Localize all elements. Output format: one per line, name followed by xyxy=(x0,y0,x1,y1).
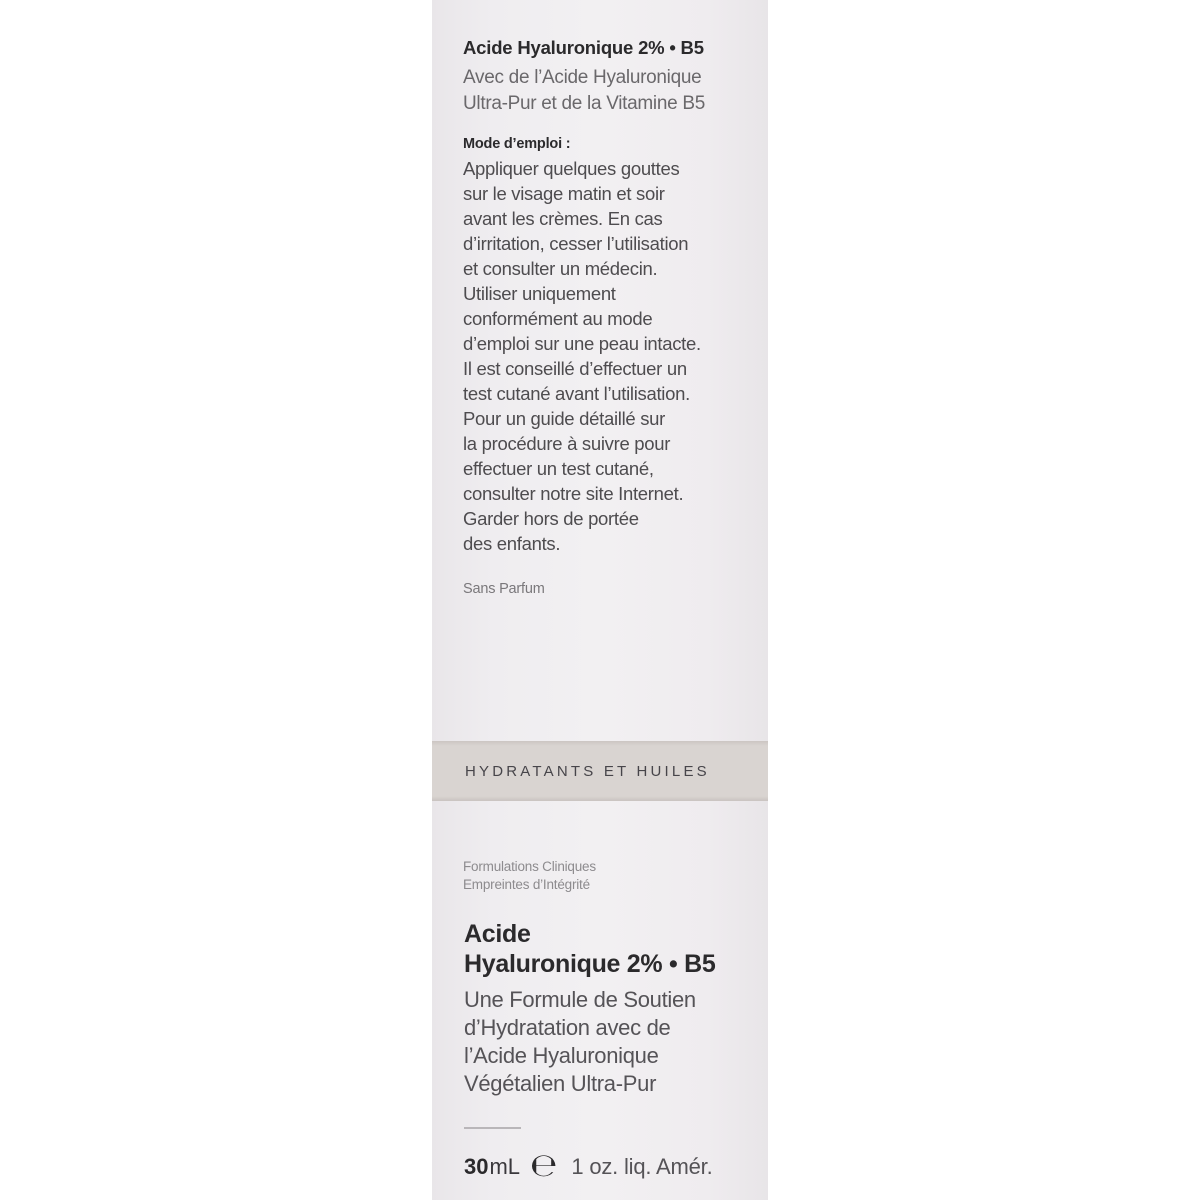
usage-line: consulter notre site Internet. xyxy=(463,483,684,504)
description-line: d’Hydratation avec de xyxy=(464,1015,671,1040)
usage-line: d’irritation, cesser l’utilisation xyxy=(463,233,689,254)
estimated-sign-icon: ℮ xyxy=(530,1146,558,1184)
fragrance-free-note: Sans Parfum xyxy=(463,581,545,597)
subtitle-line: Avec de l’Acide Hyaluronique xyxy=(463,67,702,88)
usage-heading: Mode d’emploi : xyxy=(463,136,571,152)
product-box xyxy=(432,0,768,1200)
volume-imperial: 1 oz. liq. Amér. xyxy=(571,1154,713,1179)
title-line: Acide xyxy=(464,920,531,948)
usage-line: effectuer un test cutané, xyxy=(463,458,654,479)
brand-tagline: Empreintes d’Intégrité xyxy=(463,877,590,892)
divider xyxy=(464,1127,521,1129)
usage-instructions xyxy=(463,156,763,556)
top-product-title: Acide Hyaluronique 2% • B5 xyxy=(463,37,704,58)
brand-tagline: Formulations Cliniques xyxy=(463,859,596,874)
subtitle-line: Ultra-Pur et de la Vitamine B5 xyxy=(463,92,705,114)
title-line: Hyaluronique 2% • B5 xyxy=(464,950,716,978)
usage-line: conformément au mode xyxy=(463,308,653,329)
product-title xyxy=(464,919,715,979)
description-line: Végétalien Ultra-Pur xyxy=(464,1071,657,1096)
front-panel xyxy=(432,802,768,1200)
usage-line: Garder hors de portée xyxy=(463,508,639,529)
usage-line: avant les crèmes. En cas xyxy=(463,208,663,229)
volume-statement xyxy=(464,1146,713,1184)
usage-line: la procédure à suivre pour xyxy=(463,433,671,454)
category-label: HYDRATANTS ET HUILES xyxy=(465,763,710,780)
usage-line: sur le visage matin et soir xyxy=(463,183,665,204)
volume-unit: mL xyxy=(489,1154,521,1179)
usage-line: test cutané avant l’utilisation. xyxy=(463,383,690,404)
top-product-subtitle xyxy=(463,65,763,116)
usage-line: Appliquer quelques gouttes xyxy=(463,158,680,179)
category-band xyxy=(432,741,768,801)
description-line: Une Formule de Soutien xyxy=(464,987,696,1012)
usage-line: Pour un guide détaillé sur xyxy=(463,408,666,429)
instructions-panel xyxy=(432,0,768,740)
description-line: l’Acide Hyaluronique xyxy=(464,1043,659,1068)
usage-line: des enfants. xyxy=(463,533,561,554)
product-description xyxy=(464,986,696,1098)
usage-line: Utiliser uniquement xyxy=(463,283,616,304)
usage-line: d’emploi sur une peau intacte. xyxy=(463,333,701,354)
usage-line: Il est conseillé d’effectuer un xyxy=(463,358,687,379)
volume-number: 30 xyxy=(464,1154,489,1179)
usage-line: et consulter un médecin. xyxy=(463,258,658,279)
